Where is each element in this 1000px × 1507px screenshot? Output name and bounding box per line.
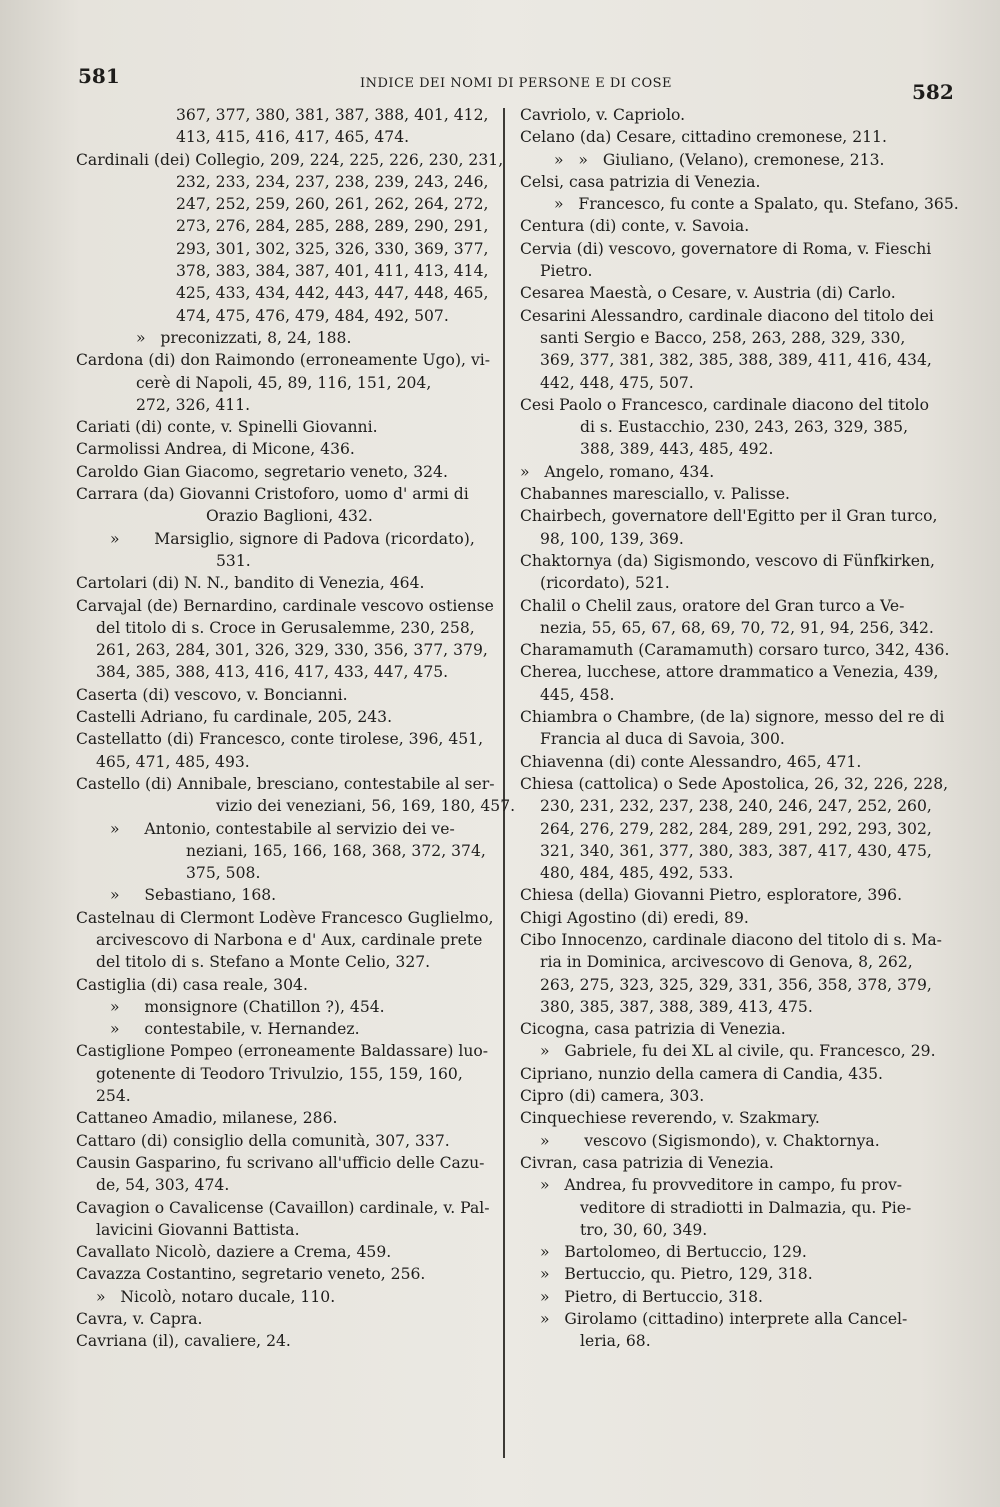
index-line: ria in Dominica, arcivescovo di Genova, 8, 262,	[540, 953, 913, 972]
index-line: Chiavenna (di) conte Alessandro, 465, 471.	[520, 752, 862, 771]
index-line: » contestabile, v. Hernandez.	[110, 1020, 360, 1039]
index-line: Cattaro (di) consiglio della comunità, 307, 337.	[76, 1131, 450, 1150]
index-line: » Francesco, fu conte a Spalato, qu. Stefano, 365.	[554, 195, 959, 214]
index-line: Cipriano, nunzio della camera di Candia, 435.	[520, 1064, 883, 1083]
index-line: del titolo di s. Stefano a Monte Celio, 327.	[96, 953, 431, 972]
page-number-right: 582	[912, 80, 954, 104]
index-line: 321, 340, 361, 377, 380, 383, 387, 417, 430, 475,	[540, 841, 932, 860]
index-line: Cesi Paolo o Francesco, cardinale diacono del titolo	[520, 395, 930, 414]
index-line: Cavallato Nicolò, daziere a Crema, 459.	[76, 1243, 392, 1262]
index-line: leria, 68.	[580, 1332, 651, 1351]
index-line: » Sebastiano, 168.	[110, 886, 277, 905]
index-line: Celano (da) Cesare, cittadino cremonese, 211.	[520, 128, 887, 147]
right-column	[520, 104, 959, 1353]
index-line: 465, 471, 485, 493.	[96, 752, 250, 771]
index-line: » monsignore (Chatillon ?), 454.	[110, 997, 385, 1016]
index-line: (ricordato), 521.	[540, 574, 670, 593]
index-line: 230, 231, 232, 237, 238, 240, 246, 247, 252, 260,	[540, 797, 932, 816]
index-line: Cibo Innocenzo, cardinale diacono del titolo di s. Ma-	[520, 930, 942, 949]
index-line: » » Giuliano, (Velano), cremonese, 213.	[554, 150, 885, 169]
index-line: Chiesa (cattolica) o Sede Apostolica, 26, 32, 226, 228,	[520, 774, 949, 793]
index-line: Civran, casa patrizia di Venezia.	[520, 1153, 774, 1172]
index-line: 425, 433, 434, 442, 443, 447, 448, 465,	[176, 284, 489, 303]
index-line: neziani, 165, 166, 168, 368, 372, 374,	[186, 841, 486, 860]
index-line: » Girolamo (cittadino) interprete alla Cancel-	[540, 1310, 908, 1329]
index-line: 388, 389, 443, 485, 492.	[580, 440, 774, 459]
index-line: Orazio Baglioni, 432.	[206, 507, 373, 526]
index-line: Chabannes maresciallo, v. Palisse.	[520, 485, 791, 504]
index-line: » preconizzati, 8, 24, 188.	[136, 328, 352, 347]
index-line: 293, 301, 302, 325, 326, 330, 369, 377,	[176, 239, 489, 258]
index-line: » Bertuccio, qu. Pietro, 129, 318.	[540, 1265, 813, 1284]
index-line: Castelnau di Clermont Lodève Francesco Guglielmo,	[76, 908, 494, 927]
index-line: gotenente di Teodoro Trivulzio, 155, 159, 160,	[96, 1064, 463, 1083]
index-line: Cherea, lucchese, attore drammatico a Venezia, 439,	[520, 663, 939, 682]
index-line: Chaktornya (da) Sigismondo, vescovo di Fünfkirken,	[520, 551, 935, 570]
running-head: INDICE DEI NOMI DI PERSONE E DI COSE	[360, 76, 673, 91]
index-line: 384, 385, 388, 413, 416, 417, 433, 447, 475.	[96, 663, 449, 682]
index-line: Cesarea Maestà, o Cesare, v. Austria (di) Carlo.	[520, 284, 896, 303]
index-line: 445, 458.	[540, 685, 615, 704]
index-line: 254.	[96, 1087, 131, 1106]
index-line: Cardona (di) don Raimondo (erroneamente Ugo), vi-	[76, 351, 491, 370]
index-line: Castello (di) Annibale, bresciano, contestabile al ser-	[76, 774, 495, 793]
index-line: Chairbech, governatore dell'Egitto per il Gran turco,	[520, 507, 938, 526]
index-line: » Angelo, romano, 434.	[520, 462, 715, 481]
index-line: veditore di stradiotti in Dalmazia, qu. Pie-	[580, 1198, 912, 1217]
index-line: Castiglione Pompeo (erroneamente Baldassare) luo-	[76, 1042, 489, 1061]
index-line: Centura (di) conte, v. Savoia.	[520, 217, 750, 236]
index-line: Celsi, casa patrizia di Venezia.	[520, 172, 761, 191]
index-line: Chigi Agostino (di) eredi, 89.	[520, 908, 749, 927]
index-line: » vescovo (Sigismondo), v. Chaktornya.	[540, 1131, 880, 1150]
index-line: » Nicolò, notaro ducale, 110.	[96, 1287, 336, 1306]
index-line: 367, 377, 380, 381, 387, 388, 401, 412,	[176, 106, 489, 124]
index-line: » Andrea, fu provveditore in campo, fu prov-	[540, 1176, 903, 1195]
index-line: nezia, 55, 65, 67, 68, 69, 70, 72, 91, 94, 256, 342.	[540, 618, 934, 637]
index-line: Carrara (da) Giovanni Cristoforo, uomo d' armi di	[76, 485, 469, 504]
index-line: Cavriolo, v. Capriolo.	[520, 106, 686, 124]
index-line: 264, 276, 279, 282, 284, 289, 291, 292, 293, 302,	[540, 819, 932, 838]
index-line: Caserta (di) vescovo, v. Boncianni.	[76, 685, 348, 704]
index-line: 272, 326, 411.	[136, 395, 251, 414]
index-line: Pietro.	[540, 262, 593, 281]
index-line: del titolo di s. Croce in Gerusalemme, 230, 258,	[96, 618, 475, 637]
index-line: di s. Eustacchio, 230, 243, 263, 329, 385,	[580, 418, 909, 437]
index-line: 232, 233, 234, 237, 238, 239, 243, 246,	[176, 172, 489, 191]
index-line: 474, 475, 476, 479, 484, 492, 507.	[176, 306, 449, 325]
index-line: Cattaneo Amadio, milanese, 286.	[76, 1109, 338, 1128]
index-line: 442, 448, 475, 507.	[540, 373, 694, 392]
index-line: » Gabriele, fu dei XL al civile, qu. Francesco, 29.	[540, 1042, 936, 1061]
index-line: Castelli Adriano, fu cardinale, 205, 243.	[76, 708, 393, 727]
left-column	[76, 104, 516, 1353]
index-line: Charamamuth (Caramamuth) corsaro turco, 342, 436.	[520, 641, 950, 660]
index-line: santi Sergio e Bacco, 258, 263, 288, 329, 330,	[540, 328, 906, 347]
index-line: » Pietro, di Bertuccio, 318.	[540, 1287, 763, 1306]
index-line: 378, 383, 384, 387, 401, 411, 413, 414,	[176, 262, 489, 281]
page-number-left: 581	[78, 64, 120, 88]
index-line: Cavriana (il), cavaliere, 24.	[76, 1332, 291, 1351]
index-line: 480, 484, 485, 492, 533.	[540, 864, 734, 883]
index-line: Cavagion o Cavalicense (Cavaillon) cardinale, v. Pal-	[76, 1198, 490, 1217]
index-line: » Antonio, contestabile al servizio dei ve-	[110, 819, 455, 838]
index-line: Francia al duca di Savoia, 300.	[540, 730, 785, 749]
index-line: cerè di Napoli, 45, 89, 116, 151, 204,	[136, 373, 432, 392]
index-line: 263, 275, 323, 325, 329, 331, 356, 358, 378, 379,	[540, 975, 932, 994]
index-line: 413, 415, 416, 417, 465, 474.	[176, 128, 410, 147]
index-line: 98, 100, 139, 369.	[540, 529, 684, 548]
index-line: Cinquechiese reverendo, v. Szakmary.	[520, 1109, 820, 1128]
index-line: Causin Gasparino, fu scrivano all'ufficio delle Cazu-	[76, 1153, 485, 1172]
index-line: Chiesa (della) Giovanni Pietro, esploratore, 396.	[520, 886, 903, 905]
index-line: Cesarini Alessandro, cardinale diacono del titolo dei	[520, 306, 934, 325]
index-line: 380, 385, 387, 388, 389, 413, 475.	[540, 997, 813, 1016]
index-line: Cardinali (dei) Collegio, 209, 224, 225, 226, 230, 231,	[76, 150, 504, 169]
index-line: vizio dei veneziani, 56, 169, 180, 457.	[216, 797, 516, 816]
index-line: Cariati (di) conte, v. Spinelli Giovanni.	[76, 418, 378, 437]
index-line: Cervia (di) vescovo, governatore di Roma, v. Fieschi	[520, 239, 932, 258]
index-line: Caroldo Gian Giacomo, segretario veneto, 324.	[76, 462, 448, 481]
index-line: Cicogna, casa patrizia di Venezia.	[520, 1020, 786, 1039]
column-divider	[503, 108, 505, 1458]
index-line: Chalil o Chelil zaus, oratore del Gran turco a Ve-	[520, 596, 905, 615]
index-line: 375, 508.	[186, 864, 261, 883]
index-line: Carmolissi Andrea, di Micone, 436.	[76, 440, 355, 459]
index-line: » Bartolomeo, di Bertuccio, 129.	[540, 1243, 807, 1262]
index-line: 247, 252, 259, 260, 261, 262, 264, 272,	[176, 195, 489, 214]
index-line: 531.	[216, 551, 251, 570]
index-line: 261, 263, 284, 301, 326, 329, 330, 356, 377, 379,	[96, 641, 488, 660]
index-line: Cavra, v. Capra.	[76, 1310, 203, 1329]
index-line: Cipro (di) camera, 303.	[520, 1087, 705, 1106]
index-line: » Marsiglio, signore di Padova (ricordato),	[110, 529, 475, 548]
index-line: Carvajal (de) Bernardino, cardinale vescovo ostiense	[76, 596, 494, 615]
index-line: 369, 377, 381, 382, 385, 388, 389, 411, 416, 434,	[540, 351, 932, 370]
index-line: Cartolari (di) N. N., bandito di Venezia, 464.	[76, 574, 425, 593]
index-line: arcivescovo di Narbona e d' Aux, cardinale prete	[96, 930, 483, 949]
index-line: Castellatto (di) Francesco, conte tirolese, 396, 451,	[76, 730, 484, 749]
index-line: Castiglia (di) casa reale, 304.	[76, 975, 308, 994]
index-line: lavicini Giovanni Battista.	[96, 1220, 300, 1239]
index-line: Chiambra o Chambre, (de la) signore, messo del re di	[520, 708, 945, 727]
index-line: de, 54, 303, 474.	[96, 1176, 230, 1195]
index-line: 273, 276, 284, 285, 288, 289, 290, 291,	[176, 217, 489, 236]
index-line: tro, 30, 60, 349.	[580, 1220, 708, 1239]
index-line: Cavazza Costantino, segretario veneto, 256.	[76, 1265, 426, 1284]
